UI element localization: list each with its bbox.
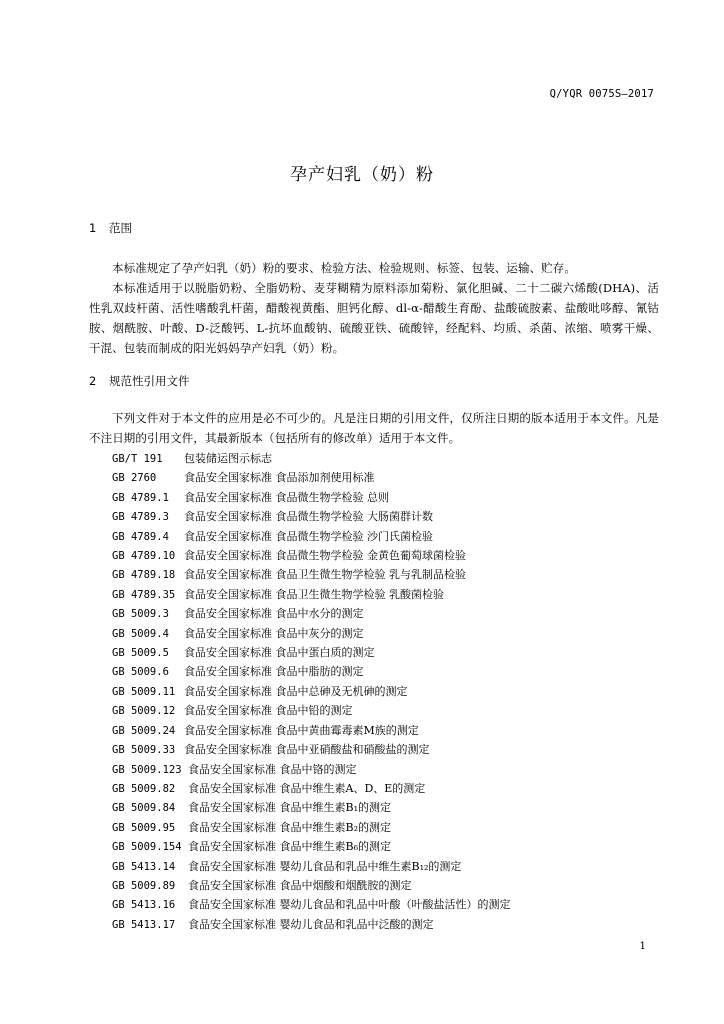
references-intro (89, 408, 659, 448)
reference-title: 食品安全国家标准 食品卫生微生物学检验 乳酸菌检验 (184, 587, 444, 601)
reference-code: GB 5009.6 (112, 666, 169, 679)
reference-row (112, 662, 672, 681)
reference-title: 食品安全国家标准 食品中亚硝酸盐和硝酸盐的测定 (184, 743, 430, 757)
reference-code: GB 5413.17 (112, 918, 176, 931)
page-number: 1 (639, 940, 646, 952)
reference-list (112, 449, 672, 934)
reference-code: GB 5009.12 (112, 705, 176, 718)
reference-row (112, 565, 672, 584)
paragraph: 本标准适用于以脱脂奶粉、全脂奶粉、麦芽糊精为原料添加菊粉、氯化胆碱、二十二碳六烯酸(DHA)、活性乳双歧杆菌、活性嗜酸乳杆菌，醋酸视黄酯、胆钙化醇、dl-α-醋酸生育酚、盐酸硫胺素、盐酸吡哆醇、氰钴胺、烟酰胺、叶酸、D-泛酸钙、L-抗坏血酸钠、硫酸亚铁、硫酸锌，经配料、均质、杀菌、浓缩、喷雾干燥、干混、包装而制成的阳光妈妈孕产妇乳（奶）粉。 (89, 281, 659, 355)
reference-row (112, 721, 672, 740)
reference-row (112, 468, 672, 487)
reference-title: 食品安全国家标准 食品中维生素A、D、E的测定 (188, 781, 426, 795)
reference-code: GB 4789.18 (112, 569, 176, 582)
reference-row (112, 643, 672, 662)
reference-code: GB 4789.10 (112, 550, 176, 563)
reference-row (112, 818, 672, 837)
reference-title: 包装储运图示标志 (184, 452, 272, 465)
reference-code: GB 4789.3 (112, 511, 169, 524)
section-title: 范围 (109, 221, 132, 235)
section-number: 2 (89, 374, 97, 388)
section-title: 规范性引用文件 (109, 374, 190, 388)
reference-code: GB 4789.35 (112, 588, 176, 601)
reference-code: GB 5413.14 (112, 860, 176, 873)
reference-code: GB 5009.95 (112, 821, 176, 834)
section-heading-scope (89, 220, 132, 236)
reference-code: GB 5413.16 (112, 899, 176, 912)
reference-row (112, 915, 672, 934)
reference-code: GB 5009.11 (112, 685, 176, 698)
reference-title: 食品安全国家标准 食品中维生素B₂的测定 (188, 820, 391, 834)
reference-row (112, 546, 672, 565)
reference-code: GB 5009.84 (112, 802, 176, 815)
page-title: 孕产妇乳（奶）粉 (290, 165, 434, 185)
reference-title: 食品安全国家标准 食品微生物学检验 沙门氏菌检验 (184, 529, 433, 543)
standard-id: Q/YQR 0075S—2017 (549, 88, 654, 100)
scope-body (89, 258, 659, 358)
reference-row (112, 682, 672, 701)
reference-row (112, 624, 672, 643)
reference-title: 食品安全国家标准 食品中总砷及无机砷的测定 (184, 684, 408, 698)
reference-row (112, 701, 672, 720)
reference-title: 食品安全国家标准 婴幼儿食品和乳品中泛酸的测定 (188, 917, 434, 931)
reference-row (112, 760, 672, 779)
reference-title: 食品安全国家标准 食品微生物学检验 大肠菌群计数 (184, 510, 433, 524)
reference-code: GB 5009.123 (112, 763, 182, 776)
reference-title: 食品安全国家标准 食品添加剂使用标准 (184, 471, 375, 485)
reference-row (112, 585, 672, 604)
paragraph: 本标准规定了孕产妇乳（奶）粉的要求、检验方法、检验规则、标签、包装、运输、贮存。 (112, 261, 576, 275)
reference-row (112, 527, 672, 546)
reference-row (112, 876, 672, 895)
reference-code: GB 5009.33 (112, 744, 176, 757)
reference-row (112, 449, 672, 468)
reference-row (112, 837, 672, 856)
reference-title: 食品安全国家标准 食品中灰分的测定 (184, 626, 364, 640)
reference-row (112, 798, 672, 817)
paragraph: 下列文件对于本文件的应用是必不可少的。凡是注日期的引用文件，仅所注日期的版本适用于本文件。凡是不注日期的引用文件，其最新版本（包括所有的修改单）适用于本文件。 (89, 411, 659, 445)
reference-title: 食品安全国家标准 食品中水分的测定 (184, 607, 364, 621)
reference-title: 食品安全国家标准 婴幼儿食品和乳品中叶酸（叶酸盐活性）的测定 (188, 898, 511, 912)
reference-title: 食品安全国家标准 食品中铬的测定 (188, 762, 357, 776)
reference-title: 食品安全国家标准 食品中维生素B₆的测定 (188, 840, 391, 854)
section-heading-normative-references (89, 373, 190, 389)
reference-title: 食品安全国家标准 食品卫生微生物学检验 乳与乳制品检验 (184, 568, 466, 582)
reference-row (112, 507, 672, 526)
reference-code: GB 5009.3 (112, 608, 169, 621)
reference-row (112, 604, 672, 623)
reference-row (112, 740, 672, 759)
reference-code: GB 5009.5 (112, 647, 169, 660)
reference-code: GB 4789.1 (112, 491, 169, 504)
section-number: 1 (89, 221, 97, 235)
reference-code: GB/T 191 (112, 453, 163, 465)
reference-code: GB 5009.4 (112, 627, 169, 640)
reference-row (112, 779, 672, 798)
reference-title: 食品安全国家标准 食品中维生素B₁的测定 (188, 801, 391, 815)
reference-title: 食品安全国家标准 食品中脂肪的测定 (184, 665, 364, 679)
reference-code: GB 4789.4 (112, 530, 169, 543)
reference-row (112, 488, 672, 507)
reference-row (112, 895, 672, 914)
reference-title: 食品安全国家标准 食品微生物学检验 金黄色葡萄球菌检验 (184, 549, 466, 563)
reference-title: 食品安全国家标准 食品中烟酸和烟酰胺的测定 (188, 878, 412, 892)
reference-title: 食品安全国家标准 食品微生物学检验 总则 (184, 490, 389, 504)
reference-code: GB 5009.82 (112, 782, 176, 795)
reference-title: 食品安全国家标准 食品中蛋白质的测定 (184, 646, 375, 660)
reference-row (112, 857, 672, 876)
reference-title: 食品安全国家标准 食品中铅的测定 (184, 704, 353, 718)
reference-title: 食品安全国家标准 食品中黄曲霉毒素M族的测定 (184, 723, 419, 737)
reference-code: GB 5009.24 (112, 724, 176, 737)
reference-code: GB 5009.89 (112, 879, 176, 892)
reference-code: GB 2760 (112, 472, 157, 485)
reference-code: GB 5009.154 (112, 841, 182, 854)
reference-title: 食品安全国家标准 婴幼儿食品和乳品中维生素B₁₂的测定 (188, 859, 462, 873)
